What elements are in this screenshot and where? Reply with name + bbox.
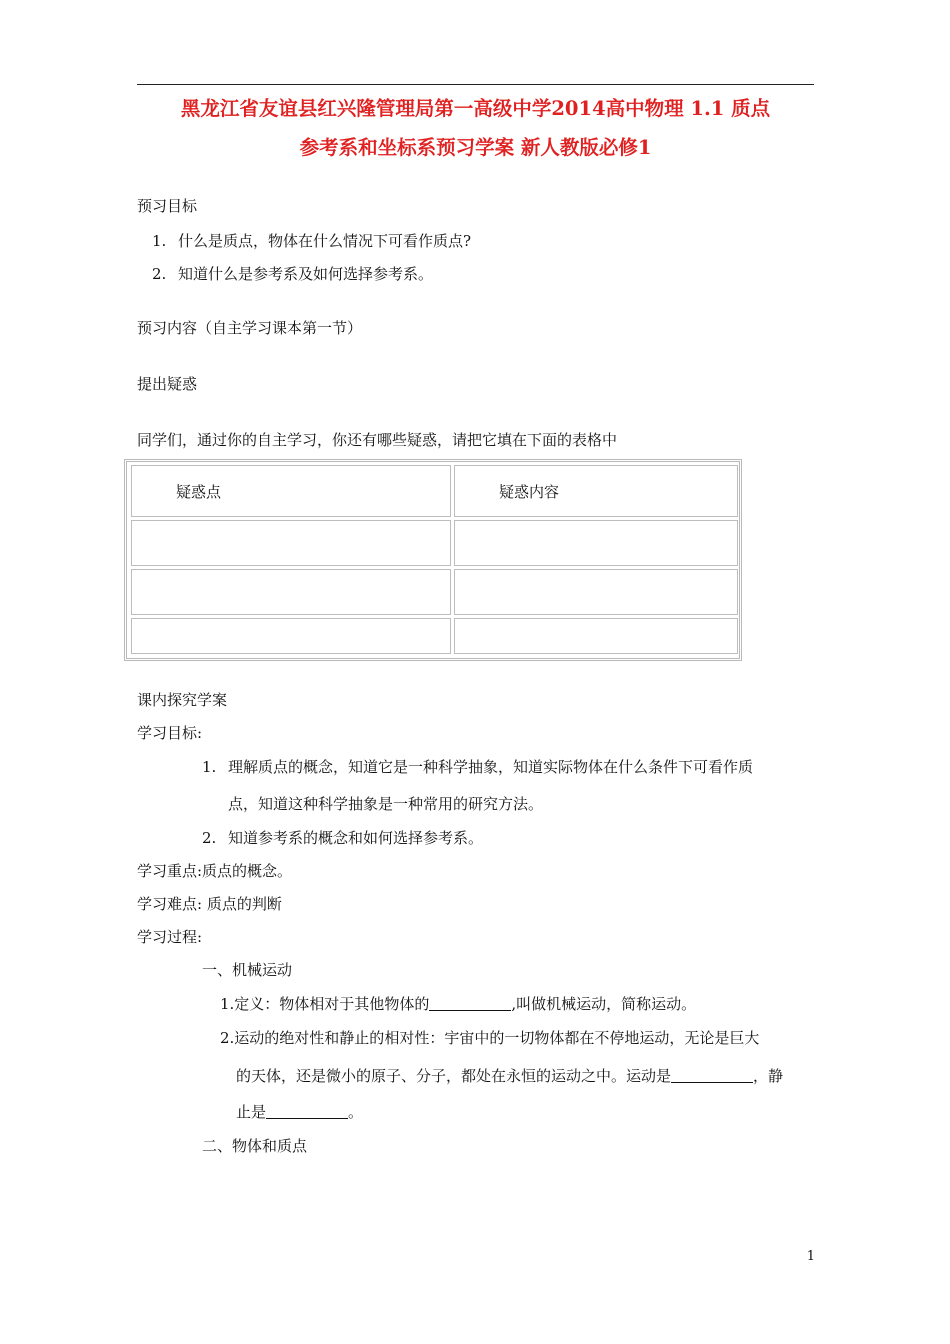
- learning-goal-1-line-1: 理解质点的概念，知道它是一种科学抽象，知道实际物体在什么条件下可看作质: [228, 758, 754, 776]
- preview-goal-2: [152, 264, 433, 284]
- preview-content: 预习内容（自主学习课本第一节）: [137, 319, 363, 337]
- learning-goal-2-number: 2.: [202, 829, 217, 847]
- table-cell[interactable]: [131, 569, 451, 615]
- item-1-text-after: ,叫做机械运动，简称运动。: [511, 995, 697, 1013]
- learning-goals-label: 学习目标:: [137, 724, 203, 742]
- section-1-item-2-line-2: [236, 1066, 783, 1086]
- preview-heading: 预习目标: [137, 197, 198, 215]
- fill-blank[interactable]: [429, 995, 511, 1011]
- learning-goal-2: [202, 828, 483, 848]
- table-cell[interactable]: [454, 520, 738, 566]
- document-title-line-1: 黑龙江省友谊县红兴隆管理局第一高级中学2014高中物理 1.1 质点: [180, 97, 771, 120]
- header-rule: [137, 84, 814, 85]
- item-2-line-3-before: 止是: [236, 1103, 267, 1121]
- questions-instruction: 同学们，通过你的自主学习，你还有哪些疑惑，请把它填在下面的表格中: [137, 431, 618, 449]
- item-2-text-after: ，静: [753, 1067, 784, 1085]
- preview-goal-1: [152, 231, 471, 251]
- preview-goal-2-text: 知道什么是参考系及如何选择参考系。: [178, 265, 434, 283]
- table-header-cell: [454, 465, 738, 517]
- item-1-text-before: 1.定义：物体相对于其他物体的: [220, 995, 430, 1013]
- table-header-label: 疑惑点: [176, 483, 222, 501]
- fill-blank[interactable]: [266, 1103, 348, 1119]
- document-title-line-2: 参考系和坐标系预习学案 新人教版必修1: [299, 136, 652, 159]
- section-1-title: 一、机械运动: [202, 961, 293, 979]
- preview-goal-1-number: 1.: [152, 232, 167, 250]
- item-2-text-before: 的天体，还是微小的原子、分子，都处在永恒的运动之中。运动是: [236, 1067, 672, 1085]
- learning-goal-1: [202, 757, 753, 777]
- learning-goal-1-line-2: 点，知道这种科学抽象是一种常用的研究方法。: [228, 795, 544, 813]
- page-number: 1: [806, 1249, 815, 1264]
- table-cell[interactable]: [454, 569, 738, 615]
- questions-table: [124, 459, 742, 661]
- table-header-cell: [131, 465, 451, 517]
- learning-goal-2-text: 知道参考系的概念和如何选择参考系。: [228, 829, 484, 847]
- fill-blank[interactable]: [671, 1067, 753, 1083]
- table-header-label: 疑惑内容: [499, 483, 560, 501]
- questions-heading: 提出疑惑: [137, 375, 198, 393]
- section-1-item-1: [220, 994, 696, 1014]
- table-cell[interactable]: [131, 618, 451, 654]
- section-1-item-2-line-3: [236, 1102, 363, 1122]
- table-cell[interactable]: [454, 618, 738, 654]
- process-label: 学习过程:: [137, 928, 203, 946]
- preview-goal-2-number: 2.: [152, 265, 167, 283]
- item-2-line-3-after: 。: [348, 1103, 364, 1121]
- key-point: 学习重点:质点的概念。: [137, 862, 293, 880]
- section-1-item-2-line-1: 2.运动的绝对性和静止的相对性：宇宙中的一切物体都在不停地运动，无论是巨大: [220, 1029, 760, 1047]
- inclass-heading: 课内探究学案: [137, 691, 228, 709]
- learning-goal-1-number: 1.: [202, 758, 217, 776]
- difficulty: 学习难点: 质点的判断: [137, 895, 282, 913]
- table-cell[interactable]: [131, 520, 451, 566]
- preview-goal-1-text: 什么是质点，物体在什么情况下可看作质点?: [178, 232, 472, 250]
- section-2-title: 二、物体和质点: [202, 1137, 308, 1155]
